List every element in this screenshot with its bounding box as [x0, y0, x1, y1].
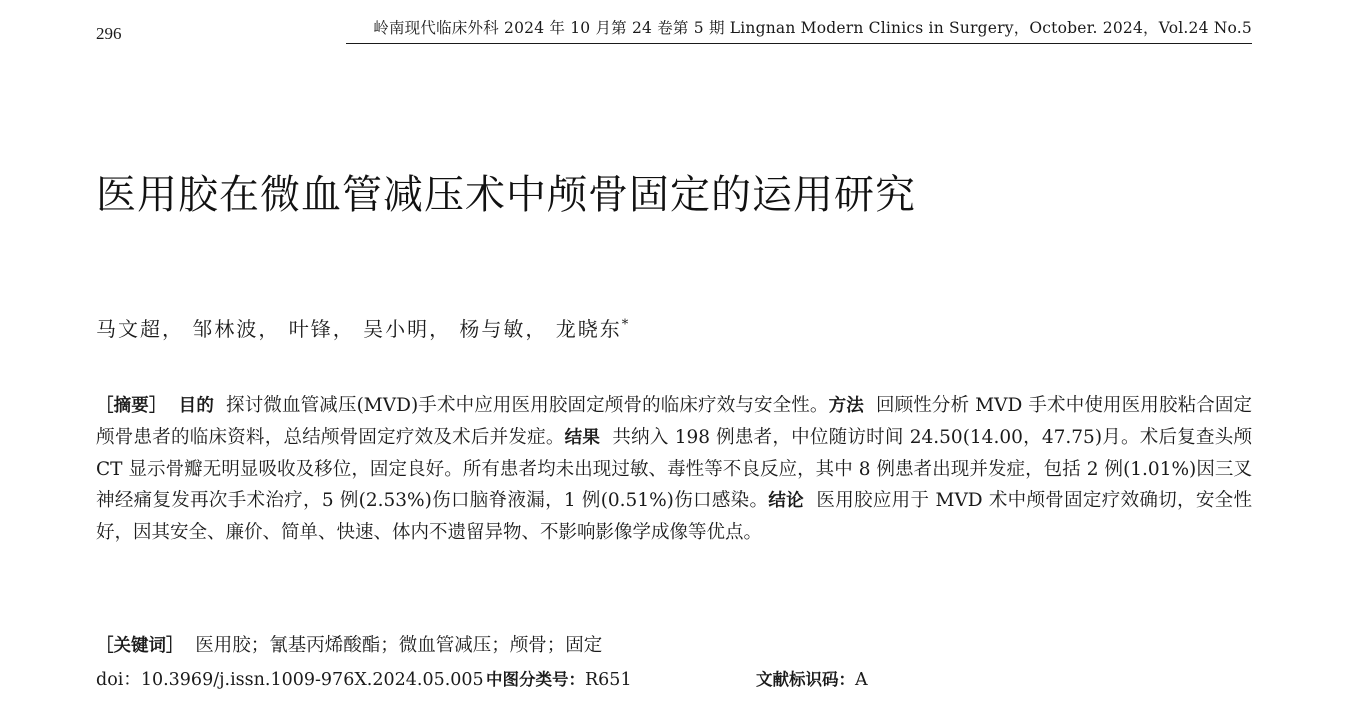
abstract-paragraph [96, 390, 1252, 549]
page-title: 医用胶在微血管减压术中颅骨固定的运用研究 [96, 171, 916, 218]
abstract-label: ［摘要］ [96, 396, 167, 416]
abstract-objective-label: 目的 [178, 396, 214, 416]
page-number: 296 [96, 24, 122, 43]
keywords-section [96, 631, 1252, 661]
abstract-methods-text: 回顾性分析 MVD 手术中使用医用胶粘合固定颅骨患者的临床资料，总结颅骨固定疗效及术后并发症。 [96, 395, 1253, 448]
article-meta [96, 666, 1252, 691]
running-head [96, 16, 1252, 44]
corresponding-author-marker: * [621, 317, 631, 333]
keywords-text: 医用胶；氰基丙烯酸酯；微血管减压；颅骨；固定 [195, 635, 603, 656]
keywords-label: ［关键词］ [96, 636, 184, 656]
document-code-label: 文献标识码： [756, 670, 855, 689]
doi-value: doi：10.3969/j.issn.1009-976X.2024.05.005 [96, 670, 484, 690]
abstract-objective-text: 探讨微血管减压(MVD)手术中应用医用胶固定颅骨的临床疗效与安全性。 [226, 395, 829, 416]
abstract-section [96, 390, 1252, 549]
abstract-results-text: 共纳入 198 例患者，中位随访时间 24.50(14.00，47.75)月。术后复查头颅 CT 显示骨瓣无明显吸收及移位，固定良好。所有患者均未出现过敏、毒性等不良反应，其中 8 例患者出现并发症，包括 2 例(1.01%)因三叉神经痛复发再次手术治疗，5 例(2.53%)伤口脑脊液漏，1 例(0.51%)伤口感染。 [96, 426, 1253, 512]
author-list [96, 313, 1096, 342]
document-code-value: A [855, 670, 868, 690]
author-names: 马文超， 邹林波， 叶锋， 吴小明， 杨与敏， 龙晓东 [96, 317, 622, 341]
abstract-conclusion-label: 结论 [768, 491, 804, 512]
clc-label: 中图分类号： [486, 670, 585, 689]
clc-number [486, 666, 756, 690]
journal-running-title: 岭南现代临床外科 2024 年 10 月第 24 卷第 5 期 Lingnan Modern Clinics in Surgery，October. 2024，Vol.24 No.5 [346, 16, 1252, 44]
document-code [756, 666, 868, 690]
abstract-methods-label: 方法 [828, 396, 864, 416]
abstract-conclusion-text: 医用胶应用于 MVD 术中颅骨固定疗效确切，安全性好，因其安全、廉价、简单、快速、体内不遗留异物、不影响影像学成像等优点。 [96, 490, 1252, 544]
clc-value: R651 [585, 670, 632, 690]
abstract-results-label: 结果 [564, 427, 601, 448]
